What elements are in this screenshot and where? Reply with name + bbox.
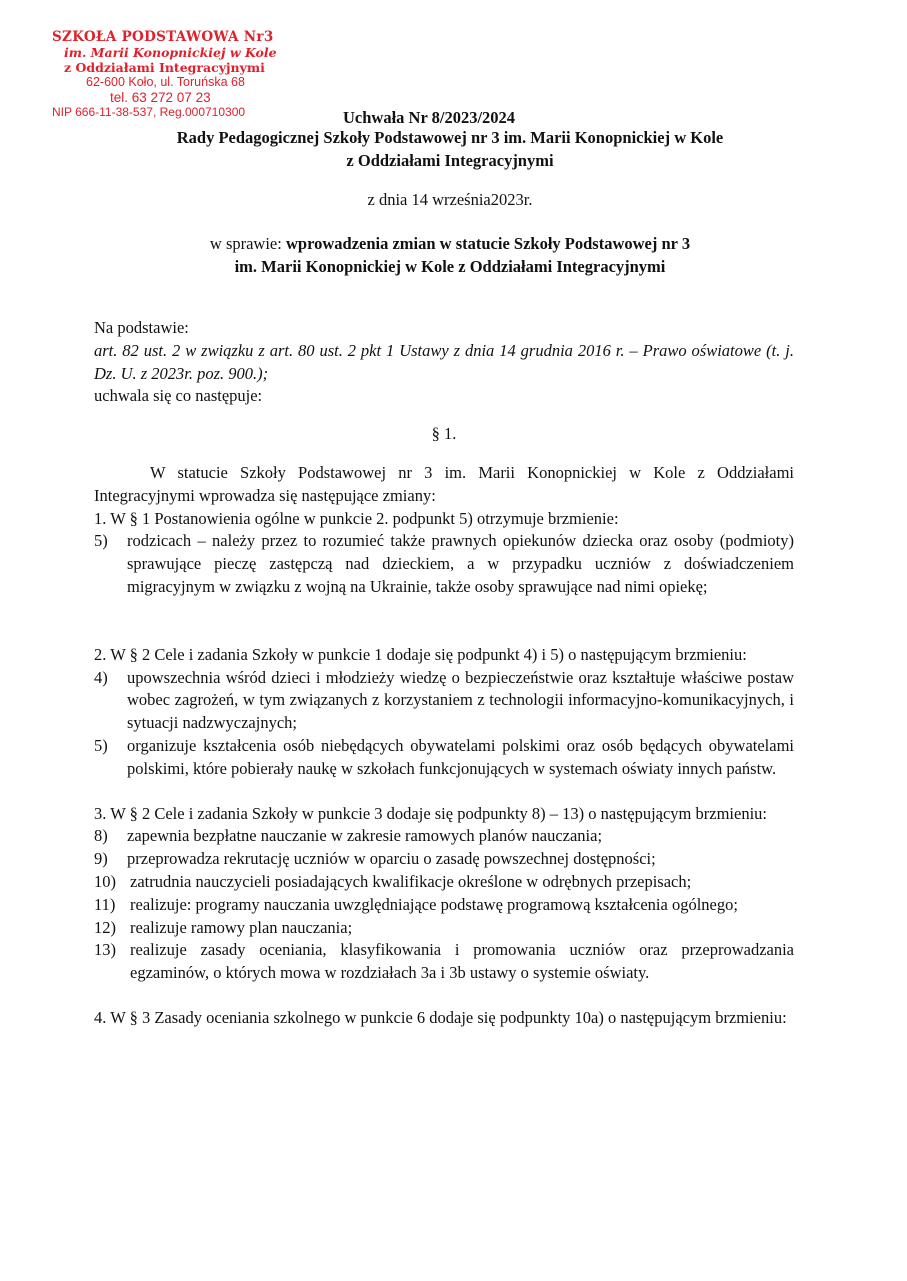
list-item-number: 5) (94, 735, 108, 755)
list-item-text: realizuje zasady oceniania, klasyfikowania i promowania uczniów oraz przeprowadzania egzaminów, o których mowa w rozdziałach 3a i 3b ustawy o systemie oświaty. (130, 940, 794, 983)
list-item-number: 13) (94, 940, 116, 960)
resolution-number: Uchwała Nr 8/2023/2024 (343, 108, 516, 127)
stamp-line-integration: z Oddziałami Integracyjnymi (64, 60, 265, 75)
list-item-number: 4) (94, 667, 108, 687)
change-3-heading: 3. W § 2 Cele i zadania Szkoły w punkcie 3 dodaje się podpunkty 8) – 13) o następującym brzmieniu: (94, 803, 767, 823)
stamp-line-phone: tel. 63 272 07 23 (110, 90, 211, 105)
change-4-heading: 4. W § 3 Zasady oceniania szkolnego w punkcie 6 dodaje się podpunkty 10a) o następującym brzmieniu: (94, 1007, 787, 1027)
list-item-number: 12) (94, 917, 116, 937)
basis-resolves: uchwala się co następuje: (94, 386, 263, 406)
stamp-line-school: SZKOŁA PODSTAWOWA Nr3 (52, 29, 274, 45)
resolution-issuer-cont: z Oddziałami Integracyjnymi (346, 151, 554, 170)
resolution-issuer: Rady Pedagogicznej Szkoły Podstawowej nr 3 im. Marii Konopnickiej w Kole (176, 128, 724, 147)
stamp-line-address: 62-600 Koło, ul. Toruńska 68 (86, 75, 245, 89)
list-item-number: 5) (94, 531, 108, 551)
list-item (94, 939, 794, 985)
list-item (94, 667, 794, 735)
change-1-heading: 1. W § 1 Postanowienia ogólne w punkcie 2. podpunkt 5) otrzymuje brzmienie: (94, 508, 619, 528)
list-item-number: 9) (94, 849, 108, 869)
list-item-text: realizuje: programy nauczania uwzględniające podstawę programową kształcenia ogólnego; (130, 894, 738, 914)
subject-line-1: wprowadzenia zmian w statucie Szkoły Podstawowej nr 3 (285, 234, 691, 253)
list-item-text: organizuje kształcenia osób niebędących obywatelami polskimi oraz osób będących obywatelami polskimi, które pobierały naukę w szkołach funkcjonujących w systemach oświaty innych państw. (127, 735, 794, 778)
resolution-subject (90, 232, 810, 278)
list-item-number: 10) (94, 871, 116, 891)
list-item-number: 11) (94, 894, 116, 914)
list-item (94, 735, 794, 781)
stamp-line-patron: im. Marii Konopnickiej w Kole (64, 45, 277, 60)
basis-legal-reference: art. 82 ust. 2 w związku z art. 80 ust. 2 pkt 1 Ustawy z dnia 14 grudnia 2016 r. – Prawo oświatowe (t. j. Dz. U. z 2023r. poz. 900.); (94, 340, 794, 383)
list-item-text: zapewnia bezpłatne nauczanie w zakresie ramowych planów nauczania; (127, 826, 603, 846)
section-heading: § 1. (431, 424, 457, 443)
list-item-text: przeprowadza rekrutację uczniów w oparciu o zasadę powszechnej dostępności; (127, 849, 656, 869)
resolution-date: z dnia 14 września2023r. (367, 190, 533, 209)
list-item-text: zatrudnia nauczycieli posiadających kwalifikacje określone w odrębnych przepisach; (130, 871, 692, 891)
list-item (94, 530, 794, 598)
change-2-heading: 2. W § 2 Cele i zadania Szkoły w punkcie 1 dodaje się podpunkt 4) i 5) o następującym brzmieniu: (94, 644, 747, 664)
subject-line-2: im. Marii Konopnickiej w Kole z Oddziałami Integracyjnymi (234, 257, 666, 276)
list-item (94, 917, 794, 940)
subject-prefix: w sprawie: (209, 234, 286, 253)
stamp-line-nip: NIP 666-11-38-537, Reg.000710300 (52, 105, 246, 119)
list-item-text: rodzicach – należy przez to rozumieć także prawnych opiekunów dziecka oraz osoby (podmioty) sprawujące pieczę zastępczą nad dzieckiem, a w przypadku uczniów z doświadczeniem migracyjnym w związku z wojną na Ukrainie, także osoby sprawujące nad nimi opiekę; (127, 531, 794, 596)
list-item (94, 848, 794, 871)
list-item (94, 894, 794, 917)
legal-basis (94, 317, 794, 408)
basis-intro: Na podstawie: (94, 318, 189, 337)
school-stamp (50, 30, 310, 120)
changes-list (94, 462, 794, 1030)
list-item-number: 8) (94, 826, 108, 846)
list-item-text: upowszechnia wśród dzieci i młodzieży wiedzę o bezpieczeństwie oraz kształtuje właściwe postaw wobec zagrożeń, w tym związanych z korzystaniem z technologii informacyjno-komunikacyjnych, i sytuacji nadzwyczajnych; (127, 667, 794, 733)
list-item (94, 825, 794, 848)
changes-intro: W statucie Szkoły Podstawowej nr 3 im. Marii Konopnickiej w Kole z Oddziałami Integracyjnymi wprowadza się następujące zmiany: (94, 463, 794, 505)
list-item (94, 871, 794, 894)
list-item-text: realizuje ramowy plan nauczania; (130, 917, 353, 937)
